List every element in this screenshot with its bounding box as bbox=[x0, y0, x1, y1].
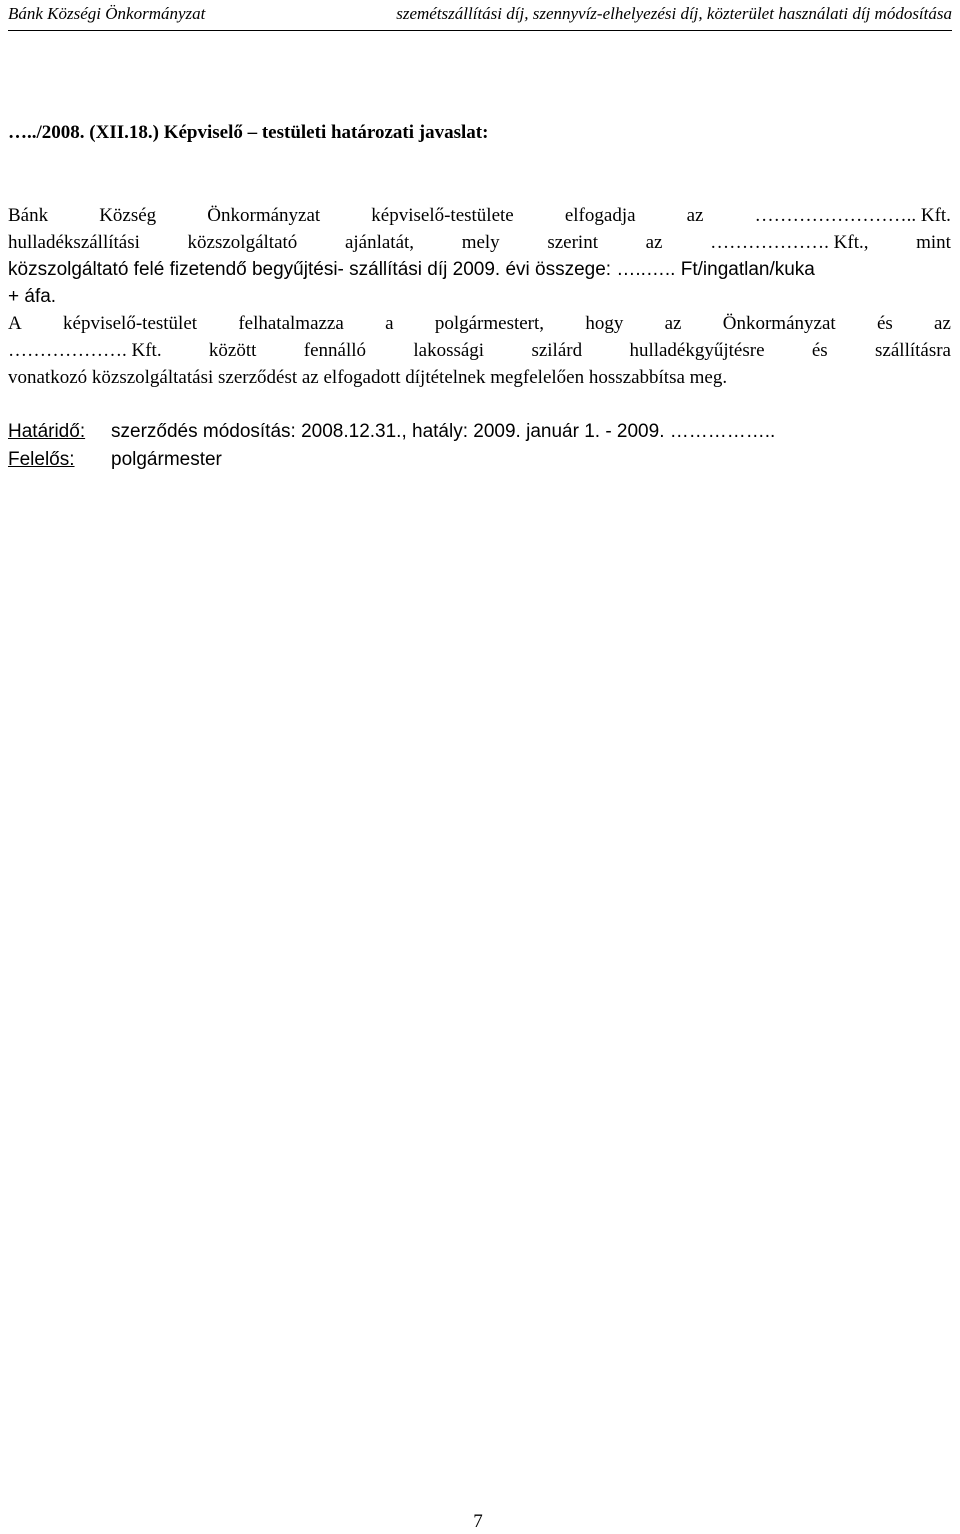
paragraph-1-line-2 bbox=[8, 229, 951, 256]
paragraph-2-line-3: vonatkozó közszolgáltatási szerződést az elfogadott díjtételnek megfelelően hosszabbítsa meg. bbox=[8, 367, 728, 388]
word: Bánk bbox=[8, 205, 49, 226]
resolution-paragraph-2 bbox=[8, 310, 951, 391]
word: elfogadja bbox=[564, 205, 636, 226]
word: és bbox=[876, 313, 893, 334]
deadline-label: Határidő: bbox=[8, 421, 86, 442]
word: …………………….. Kft. bbox=[754, 205, 951, 226]
word: polgármestert, bbox=[434, 313, 545, 334]
header-document-subject: szemétszállítási díj, szennyvíz-elhelyezési díj, közterület használati díj módosítása bbox=[396, 4, 952, 23]
paragraph-1-line-4: + áfa. bbox=[8, 286, 57, 307]
word: az bbox=[664, 313, 682, 334]
word: mely bbox=[461, 232, 500, 253]
word: hulladékszállítási bbox=[8, 232, 140, 253]
word: hogy bbox=[585, 313, 624, 334]
resolution-metadata bbox=[8, 418, 775, 474]
header-divider bbox=[8, 30, 952, 31]
word: az bbox=[686, 205, 704, 226]
word: ………………. Kft., bbox=[710, 232, 869, 253]
word: ………………. Kft. bbox=[8, 340, 162, 361]
word: képviselő-testülete bbox=[371, 205, 514, 226]
word: között bbox=[208, 340, 257, 361]
word: a bbox=[385, 313, 394, 334]
word: lakossági bbox=[413, 340, 485, 361]
word: fennálló bbox=[303, 340, 367, 361]
resolution-body bbox=[8, 202, 951, 391]
word: közszolgáltató bbox=[187, 232, 298, 253]
word: az bbox=[934, 313, 951, 334]
responsible-value: polgármester bbox=[111, 449, 222, 470]
page-header bbox=[8, 2, 952, 26]
word: szállításra bbox=[875, 340, 951, 361]
word: felhatalmazza bbox=[238, 313, 344, 334]
word: szilárd bbox=[531, 340, 583, 361]
paragraph-2-line-1 bbox=[8, 310, 951, 337]
word: és bbox=[811, 340, 828, 361]
paragraph-1-line-1 bbox=[8, 202, 951, 229]
word: mint bbox=[916, 232, 951, 253]
resolution-heading: …../2008. (XII.18.) Képviselő – testületi határozati javaslat: bbox=[8, 122, 489, 143]
responsible-label: Felelős: bbox=[8, 449, 75, 470]
deadline-row bbox=[8, 418, 775, 446]
word: képviselő-testület bbox=[63, 313, 198, 334]
word: hulladékgyűjtésre bbox=[629, 340, 765, 361]
word: Község bbox=[99, 205, 157, 226]
word: ajánlatát, bbox=[344, 232, 415, 253]
resolution-paragraph-1 bbox=[8, 202, 951, 310]
header-municipality: Bánk Községi Önkormányzat bbox=[8, 4, 206, 23]
word: Önkormányzat bbox=[722, 313, 836, 334]
word: az bbox=[645, 232, 663, 253]
deadline-value: szerződés módosítás: 2008.12.31., hatály: 2009. január 1. - 2009. …………….. bbox=[111, 421, 776, 442]
responsible-row bbox=[8, 446, 775, 474]
paragraph-1-line-3: közszolgáltató felé fizetendő begyűjtési- szállítási díj 2009. évi összege: …..….. Ft/ingatlan/kuka bbox=[8, 259, 815, 280]
paragraph-2-line-2 bbox=[8, 337, 951, 364]
word: Önkormányzat bbox=[207, 205, 321, 226]
word: A bbox=[8, 313, 22, 334]
page-number: 7 bbox=[473, 1511, 483, 1532]
word: szerint bbox=[547, 232, 598, 253]
